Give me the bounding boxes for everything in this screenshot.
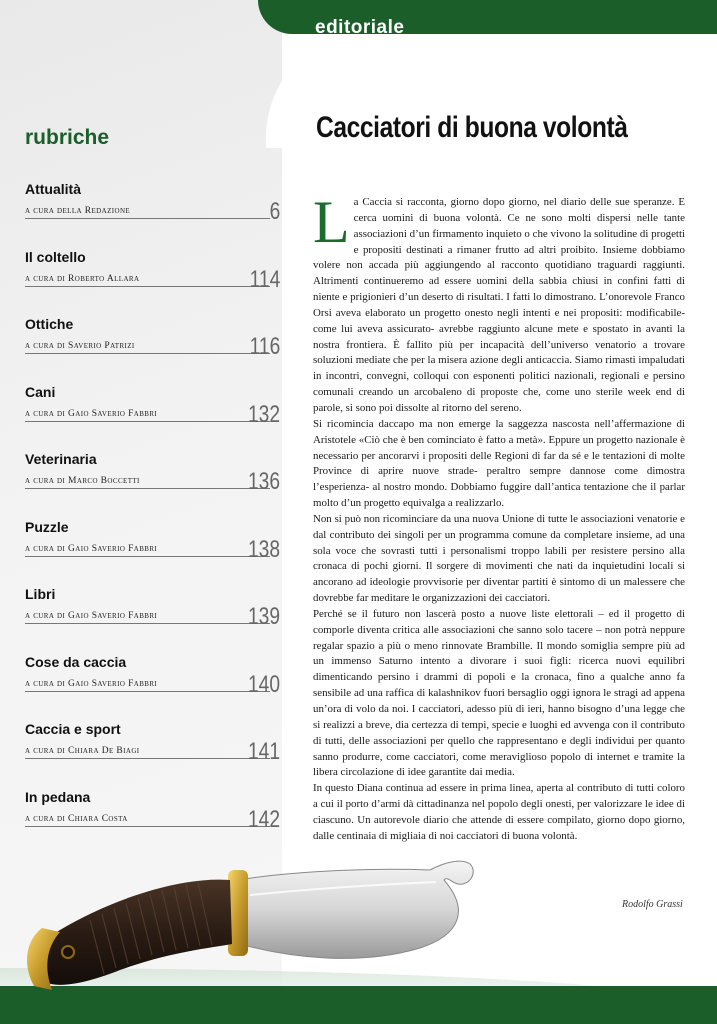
article-body: [313, 189, 685, 845]
rubrica-author: a cura di Gaio Saverio Fabbri: [25, 544, 270, 557]
rubrica-author: a cura di Roberto Allara: [25, 274, 270, 287]
section-label: editoriale: [315, 17, 405, 38]
rubrica-name: Puzzle: [25, 518, 69, 535]
rubrica-name: In pedana: [25, 788, 91, 805]
rubrica-page-number: 116: [249, 333, 280, 360]
rubrica-name: Cani: [25, 383, 56, 400]
article-paragraph: Perché se il futuro non lascerà posto a nuove liste elettorali – ed il progetto di comporle diventa critica alle associazioni che sanno solo tacere – non potrà neppure regalar spazio a più o meno rinnovate Brambille. Il mondo somiglia sempre più ad un immenso Saturno intento a divorare i suoi figli: ricerca nuovi equilibri dimenticando persino i drammi di popoli e la cronaca, fino a qualche anno fa sensibile ad una raffica di kalashnikov fuori bersaglio oggi ignora le stragi ad appena un’ora di volo da noi. I cacciatori, adesso più di ieri, hanno bisogno d’una legge che si realizzi a breve, dia certezza di tempi, specie e luoghi ed avvenga con il contributo di tutti, delle associazioni per quello che rappresentano e degli individui per quanto sanno produrre, come cacciatori, come meraviglioso popolo di internet e tramite la libera circolazione di idee garantite dai media.: [313, 607, 685, 779]
rubrica-author: a cura di Chiara De Biagi: [25, 746, 270, 759]
article-paragraph: In questo Diana continua ad essere in prima linea, aperta al contributo di tutti coloro a cui il porto d’armi dà cittadinanza nel popolo degli onesti, per valorizzare le idee di ciascuno. Un autorevole diario che attende di essere compilato, giorno dopo giorno, dalle centinaia di migliaia di noi cacciatori di buona volontà.: [313, 782, 685, 842]
rubrica-page-number: 141: [247, 738, 280, 765]
rubrica-page-number: 140: [247, 670, 280, 698]
rubrica-page-number: 136: [247, 468, 280, 495]
rubrica-item[interactable]: [25, 651, 290, 719]
article-paragraph: [313, 189, 685, 417]
article-title: Cacciatori di buona volontà: [316, 111, 628, 144]
rubrica-page-number: 114: [249, 265, 280, 293]
rubrica-item[interactable]: [25, 313, 290, 381]
rubrica-author: a cura di Gaio Saverio Fabbri: [25, 409, 270, 422]
rubrica-item[interactable]: [25, 246, 290, 314]
rubrica-name: Veterinaria: [25, 451, 97, 467]
rubrica-page-number: 132: [247, 400, 280, 428]
rubrica-item[interactable]: [25, 583, 290, 651]
rubrica-page-number: 138: [247, 535, 280, 563]
rubrica-author: a cura di Saverio Patrizi: [25, 341, 270, 354]
rubrica-name: Ottiche: [25, 316, 74, 332]
knife-illustration: [0, 840, 560, 1010]
rubrica-item[interactable]: [25, 718, 290, 786]
rubrica-name: Caccia e sport: [25, 721, 121, 737]
rubrica-author: a cura di Marco Boccetti: [25, 476, 270, 489]
rubrica-name: Attualità: [25, 181, 81, 197]
rubrica-name: Libri: [25, 586, 56, 602]
rubriche-list: [25, 178, 290, 853]
author-signature: Rodolfo Grassi: [622, 899, 683, 910]
article-paragraph: Si ricomincia daccapo ma non emerge la saggezza nascosta nell’affermazione di Aristotele «Ciò che è ben cominciato è fatto a metà». Eppure un progetto nazionale è necessario per ancorarvi i propositi delle Regioni di far da sé e le tentazioni di molte Province di aprire nuove strade- peraltro sempre dannose come dimostra l’esperienza- al nostro mondo. Dobbiamo fuggire dall’antica tentazione che il parlar molto d’un progetto equivalga a realizzarlo.: [313, 417, 685, 510]
rubrica-author: a cura di Gaio Saverio Fabbri: [25, 679, 270, 692]
rubrica-item[interactable]: [25, 448, 290, 516]
rubrica-item[interactable]: [25, 381, 290, 449]
rubrica-name: Cose da caccia: [25, 653, 127, 670]
rubrica-page-number: 139: [247, 603, 280, 630]
rubrica-page-number: 6: [269, 198, 280, 225]
article-paragraph: Non si può non ricominciare da una nuova Unione di tutte le associazioni venatorie e dal contributo dei singoli per un programma comune da completare insieme, ad una sola voce che sovrasti tutti i personalismi troppo labili per resistere persino alla cronaca di pochi giorni. Il sorgere di movimenti che nati da inquietudini locali si ancorano ad ideologie provvisorie per diventar partiti è sintomo di un malessere che dovrebbe far meditare le organizzazioni dei cacciatori.: [313, 512, 685, 605]
rubrica-author: a cura di Chiara Costa: [25, 814, 270, 827]
rubrica-author: a cura di Gaio Saverio Fabbri: [25, 611, 270, 624]
drop-cap: L: [313, 189, 350, 255]
sidebar-title: rubriche: [25, 126, 110, 149]
rubrica-name: Il coltello: [25, 248, 86, 265]
rubrica-item[interactable]: [25, 516, 290, 584]
rubrica-author: a cura della Redazione: [25, 206, 270, 219]
rubrica-item[interactable]: [25, 178, 290, 246]
rubrica-page-number: 142: [247, 805, 280, 833]
article-paragraph-text: a Caccia si racconta, giorno dopo giorno, nel diario delle sue speranze. E cerca uomini di buona volontà. Ce ne sono molti dispersi nelle tante associazioni d’un firmamento inquieto o che vivono la solitudine di progetti e propositi destinati a rimaner frutto ad altri proibito. Insieme dobbiamo volere non accada più aggiungendo al racconto quotidiano traguardi raggiunti. Altrimenti continueremo ad essere uomini della sabbia chiusi in confini fatti di niente e prigionieri d’un deserto di risultati. I fatti lo dimostrano. L’onorevole Franco Orsi aveva elaborato un progetto onesto negli intenti e nei propositi: modificabile- come lui aveva assicurato- avrebbe raggiunto alcune mete e spostato in avanti la nostra frontiera. È fallito più per incapacità dell’universo venatorio a trovare soluzioni mediate che per la misera azione degli anticaccia. Siamo rimasti impaludati in incontri, convegni, colloqui con esponenti politici nazionali, regionali e persino comunali creando un arcobaleno di proposte che, come uno sterile week end di parole, si sono poi dissolte al ritorno del sereno.: [313, 196, 685, 414]
